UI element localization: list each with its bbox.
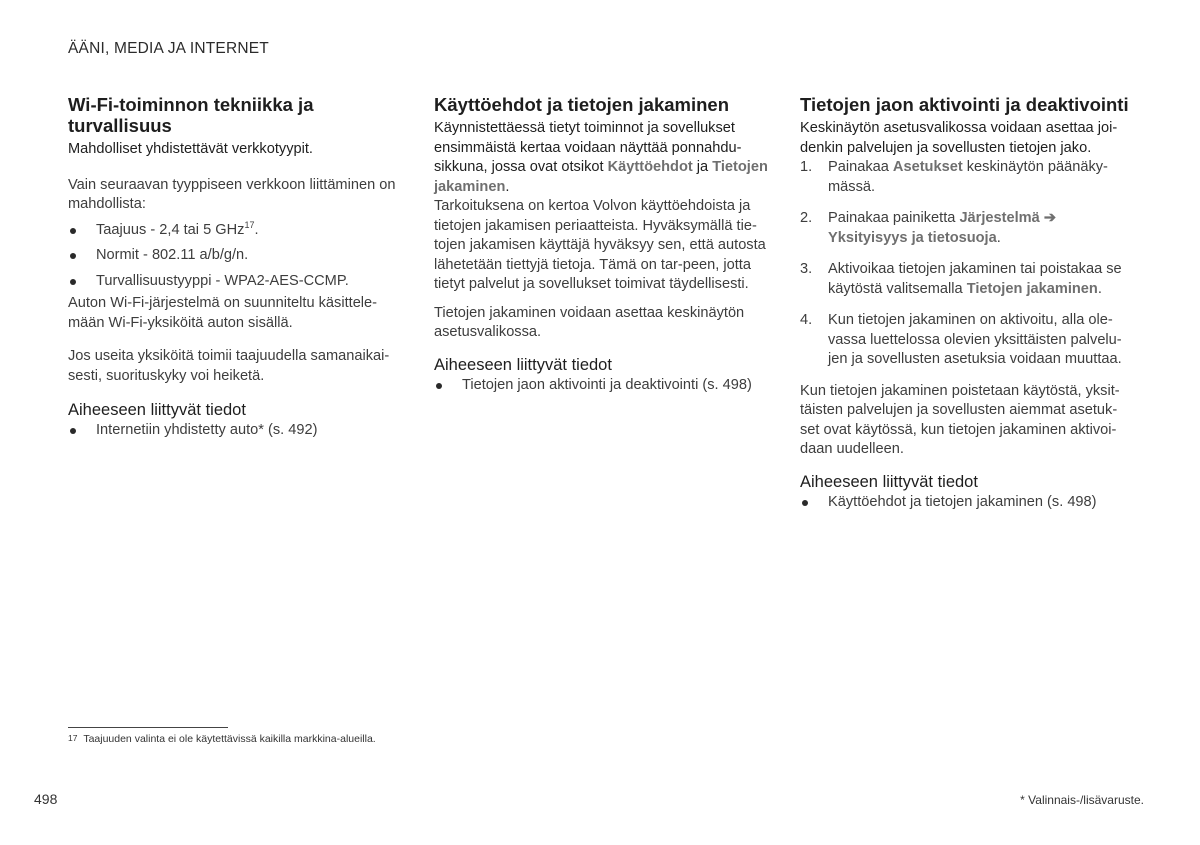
related-link[interactable]: Käyttöehdot ja tietojen jakaminen (s. 498)	[800, 493, 1135, 513]
heading-terms-data-sharing: Käyttöehdot ja tietojen jakaminen	[434, 94, 730, 115]
column-data-sharing-activation	[800, 94, 1135, 512]
ui-term-system-privacy: Järjestelmä ➔ Yksityisyys ja tietosuoja	[828, 210, 1057, 246]
column-terms-data-sharing	[434, 94, 769, 395]
page-number: 498	[34, 791, 58, 807]
paragraph: Tarkoituksena on kertoa Volvon käyttöehdoista ja tietojen jakamisen periaatteista. Hyväksymällä tie-tojen jakamisen käyttäjä hyväksyy sen, että autosta lähetetään tiettyjä tietoja. Tämä on tar-peen, jotta tietyt palvelut ja sovellukset toimivat täydellisesti.	[434, 198, 766, 292]
related-heading: Aiheeseen liittyvät tiedot	[800, 472, 978, 491]
network-spec-list	[68, 221, 403, 292]
column-wifi-security	[68, 94, 403, 441]
bullet-icon	[70, 279, 76, 285]
step-item: 3. Aktivoikaa tietojen jakaminen tai poistakaa se käytöstä valitsemalla Tietojen jakaminen.	[800, 261, 1122, 297]
footnote-ref[interactable]: 17	[244, 219, 255, 230]
footnote-number: 17	[68, 733, 78, 743]
intro-text: Vain seuraavan tyyppiseen verkkoon liittäminen on mahdollista:	[68, 176, 396, 212]
step-item: 2. Painakaa painiketta Järjestelmä ➔ Yksityisyys ja tietosuoja.	[800, 210, 1057, 246]
bullet-icon	[70, 228, 76, 234]
lead-text: Keskinäytön asetusvalikossa voidaan asettaa joi-denkin palvelujen ja sovellusten tietojen jako.	[800, 120, 1118, 156]
paragraph: Kun tietojen jakaminen poistetaan käytöstä, yksit-täisten palvelujen ja sovellusten aiemmat asetuk-set ovat käytössä, kun tietojen jakaminen aktivoi-daan uudelleen.	[800, 382, 1120, 457]
related-link[interactable]: Tietojen jaon aktivointi ja deaktivointi (s. 498)	[434, 376, 752, 396]
footnote-text: Taajuuden valinta ei ole käytettävissä kaikilla markkina-alueilla.	[83, 733, 376, 745]
footnote	[68, 733, 376, 745]
ui-term-data-sharing: Tietojen jakaminen	[966, 280, 1098, 297]
bullet-icon	[436, 383, 442, 389]
related-list	[434, 376, 769, 396]
related-list	[68, 421, 403, 441]
lead-text: Käynnistettäessä tietyt toiminnot ja sovellukset ensimmäistä kertaa voidaan näyttää ponnahdu-sikkuna, jossa ovat otsikot Käyttöehdot ja Tietojen jakaminen.	[434, 120, 768, 195]
ui-term-terms: Käyttöehdot	[607, 159, 693, 175]
steps-list	[800, 158, 1135, 370]
optional-equipment-note: * Valinnais-/lisävaruste.	[1020, 793, 1144, 807]
list-item: Turvallisuustyyppi - WPA2-AES-CCMP.	[68, 272, 403, 292]
ui-term-data-sharing: Tietojen jakaminen	[434, 159, 768, 195]
related-heading: Aiheeseen liittyvät tiedot	[434, 355, 612, 374]
step-item: 1. Painakaa Asetukset keskinäytön päänäky-mässä.	[800, 159, 1108, 195]
list-item: Normit - 802.11 a/b/g/n.	[68, 246, 403, 266]
bullet-icon	[802, 500, 808, 506]
related-list	[800, 493, 1135, 513]
step-item: 4. Kun tietojen jakaminen on aktivoitu, alla ole-vassa luettelossa olevien yksittäisten palvelu-jen ja sovellusten asetuksia voidaan muuttaa.	[800, 312, 1122, 367]
list-item: Taajuus - 2,4 tai 5 GHz$^{17}$.	[68, 221, 403, 241]
related-link[interactable]: Internetiin yhdistetty auto* (s. 492)	[68, 421, 403, 441]
heading-data-sharing-activation: Tietojen jaon aktivointi ja deaktivointi	[800, 94, 1129, 115]
paragraph: Auton Wi-Fi-järjestelmä on suunniteltu käsittele-mään Wi-Fi-yksiköitä auton sisällä.	[68, 295, 378, 331]
paragraph: Tietojen jakaminen voidaan asettaa keskinäytön asetusvalikossa.	[434, 304, 745, 340]
bullet-icon	[70, 428, 76, 434]
paragraph: Jos useita yksiköitä toimii taajuudella samanaikai-sesti, suorituskyky voi heiketä.	[68, 348, 390, 384]
heading-wifi-security: Wi-Fi-toiminnon tekniikka ja turvallisuus	[68, 94, 314, 136]
footnote-divider	[68, 727, 228, 728]
section-title: ÄÄNI, MEDIA JA INTERNET	[68, 40, 269, 57]
ui-term-settings: Asetukset	[892, 159, 963, 175]
bullet-icon	[70, 253, 76, 259]
lead-text: Mahdolliset yhdistettävät verkkotyypit.	[68, 141, 313, 157]
related-heading: Aiheeseen liittyvät tiedot	[68, 401, 246, 419]
